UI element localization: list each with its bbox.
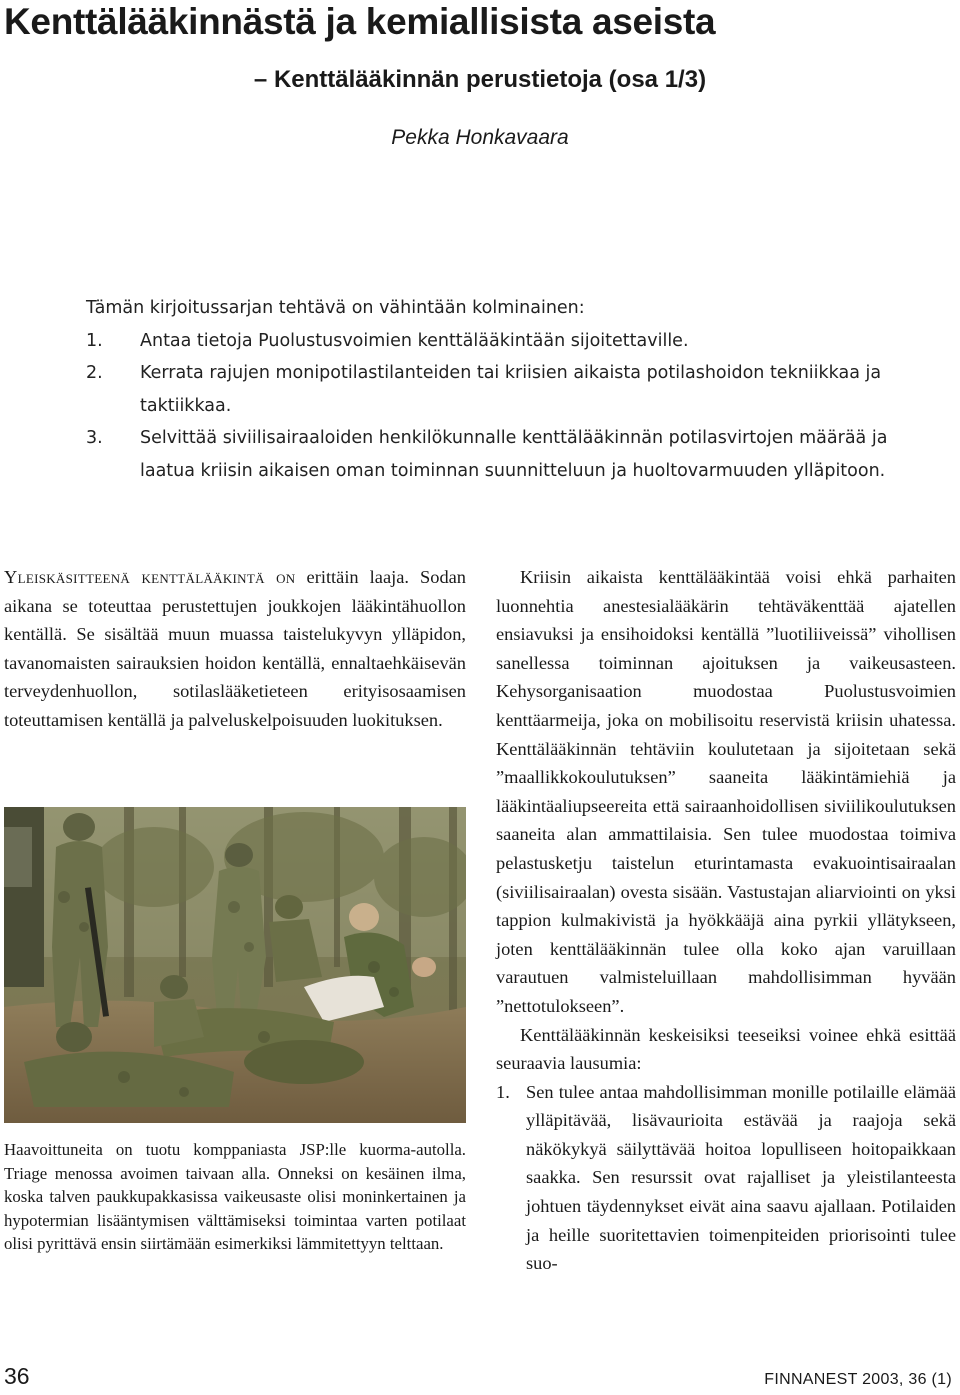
thesis-number: 1. xyxy=(496,1081,510,1102)
right-column xyxy=(496,563,956,1278)
right-column-paragraph: Kenttälääkinnän keskeisiksi teeseiksi voinee ehkä esittää seuraavia lausumia: xyxy=(496,1024,956,1074)
intro-item-number: 2. xyxy=(86,363,103,383)
intro-list-item xyxy=(86,325,946,358)
photo-illustration xyxy=(4,807,466,1123)
intro-item-text: Selvittää siviilisairaaloiden henkilökunnalle kenttälääkinnän potilasvirtojen määrää ja laatua kriisin aikaisen oman toiminnan suunnitteluun ja huoltovarmuuden ylläpitoon. xyxy=(140,428,888,481)
article-title: Kenttälääkinnästä ja kemiallisista aseista xyxy=(4,1,716,42)
intro-item-text: Kerrata rajujen monipotilastilanteiden tai kriisien aikaista potilashoidon tekniikkaa ja taktiikkaa. xyxy=(140,363,882,416)
intro-list xyxy=(86,325,946,488)
intro-list-item xyxy=(86,357,946,422)
section-lead-smallcaps: Yleiskäsitteenä kenttälääkintä on xyxy=(4,567,296,587)
article-subtitle: – Kenttälääkinnän perustietoja (osa 1/3) xyxy=(253,66,707,93)
left-column-paragraph xyxy=(4,563,466,735)
intro-item-number: 1. xyxy=(86,330,103,351)
intro-list-item xyxy=(86,422,946,487)
field-triage-photo xyxy=(4,807,466,1123)
theses-list xyxy=(496,1078,956,1278)
left-column-body: erittäin laaja. Sodan aikana se toteuttaa perustettujen joukkojen lääkintähuollon kentällä. Se sisältää muun muassa taistelukyvyn ylläpidon, tavanomaisten sairauksien hoidon kentällä, ennaltaehkäisevän terveydenhuollon, sotilaslääketieteen erityisosaamisen toteuttamisen kentällä ja palveluskelpoisuuden luokituksen. xyxy=(4,567,466,730)
left-column xyxy=(4,563,466,735)
author-name: Pekka Honkavaara xyxy=(391,126,569,149)
page-number: 36 xyxy=(4,1363,30,1389)
right-column-paragraph: Kriisin aikaista kenttälääkintää voisi ehkä parhaiten luonnehtia anestesialääkärin tehtäväkenttää ajatellen ensiavuksi ja ensihoidoksi kentällä ”luotiliiveissä” vihollisen sanellessa toiminnan ajoituksen ja vaikeusasteen. Kehysorganisaation muodostaa Puolustusvoimien kenttäarmeija, joka on mobilisoitu reservistä kriisin uhatessa. Kenttälääkinnän tehtäviin koulutetaan ja sijoitetaan sekä ”maallikkokoulutuksen” saaneita lääkintämiehiä ja lääkintäaliupseereita että sairaanhoidollisen siviilikoulutuksen saaneita alan ammattilaisia. Sen tulee muodostaa toimiva pelastusketju taistelun eturintamasta evakuointisairaalan (siviilisairaalan) ovesta sisään. Vastustajan aliarviointi on yksi tappion kulmakivistä ja hyökkääjä aina pyrkii yllätykseen, joten kenttälääkinnän tulee olla koko ajan varuillaan varautuen valmisteluillaan mahdollisimman hyvään ”nettotulokseen”. xyxy=(496,567,956,1016)
intro-item-number: 3. xyxy=(86,428,103,448)
journal-reference: FINNANEST 2003, 36 (1) xyxy=(764,1371,952,1388)
thesis-text: Sen tulee antaa mahdollisimman monille potilaille elämää ylläpitävää, lisävaurioita estävää ja raajoja sekä näkökykyä säilyttävää hoitoa lopulliseen hoitopaikkaan saakka. Sen resurssit ovat rajalliset ja yleistilanteesta johtuen täydennykset eivät aina saavu ajallaan. Potilaiden ja heille suoritettavien toimenpiteiden priorisointi tulee suo- xyxy=(526,1081,956,1274)
intro-lead: Tämän kirjoitussarjan tehtävä on vähintään kolminainen: xyxy=(86,298,585,318)
photo-caption: Haavoittuneita on tuotu komppaniasta JSP:lle kuorma-autolla. Triage menossa avoimen taivaan alla. Onneksi on kesäinen ilma, koska talven paukkupakkasissa vaikeusaste olisi moninkertainen ja hypotermian lisääntymisen välttämiseksi toimintaa varten potilaat olisi pyrittävä ensin siirtämään esimerkiksi lämmitettyyn telttaan. xyxy=(4,1140,466,1254)
intro-item-text: Antaa tietoja Puolustusvoimien kenttälääkintään sijoitettaville. xyxy=(140,330,689,351)
intro-block xyxy=(86,292,946,487)
thesis-item xyxy=(496,1078,956,1278)
